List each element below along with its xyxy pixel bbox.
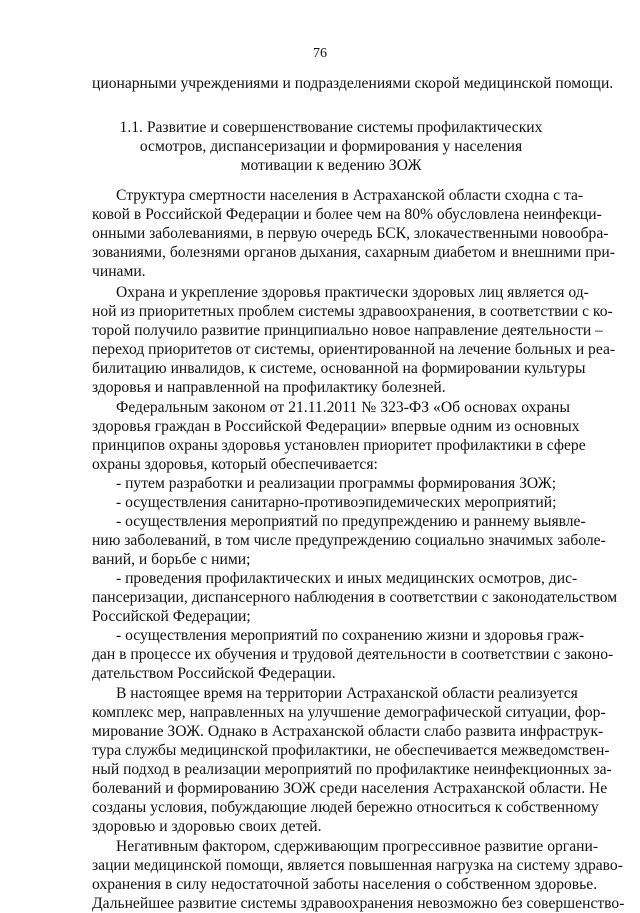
list-item-line: дательством Российской Федерации. bbox=[92, 665, 336, 682]
text-line: Негативным фактором, сдерживающим прогрессивное развитие органи- bbox=[116, 838, 599, 855]
text-line: зованиями, болезнями органов дыхания, сахарным диабетом и внешними при- bbox=[92, 244, 615, 261]
text-line: ной из приоритетных проблем системы здравоохранения, в соответствии с ко- bbox=[92, 303, 613, 320]
list-item-line: - осуществления мероприятий по сохранению жизни и здоровья граж- bbox=[116, 627, 585, 644]
section-heading-line: 1.1. Развитие и совершенствование системы профилактических bbox=[119, 119, 543, 136]
list-item-line: - путем разработки и реализации программы формирования ЗОЖ; bbox=[116, 475, 557, 492]
section-heading-line: мотивации к ведению ЗОЖ bbox=[240, 157, 422, 174]
text-line: болеваний и формированию ЗОЖ среди населения Астраханской области. Не bbox=[92, 780, 608, 797]
text-line: охраны здоровья, который обеспечивается: bbox=[92, 456, 378, 473]
page-number: 76 bbox=[313, 46, 327, 61]
list-item-line: - осуществления мероприятий по предупреждению и раннему выявле- bbox=[116, 513, 586, 530]
list-item-line: - проведения профилактических и иных медицинских осмотров, дис- bbox=[116, 570, 578, 587]
text-line: чинами. bbox=[92, 263, 146, 280]
text-line: билитацию инвалидов, к системе, основанной на формировании культуры bbox=[92, 360, 586, 377]
list-item-line: нию заболеваний, в том числе предупреждению социально значимых заболе- bbox=[92, 532, 606, 549]
text-line: комплекс мер, направленных на улучшение демографической ситуации, фор- bbox=[92, 704, 606, 721]
text-line: принципов охраны здоровья установлен приоритет профилактики в сфере bbox=[92, 437, 586, 454]
text-line: тура службы медицинской профилактики, не обеспечивается межведомствен- bbox=[92, 742, 610, 759]
text-line: В настоящее время на территории Астраханской области реализуется bbox=[116, 685, 578, 702]
section-heading-line: осмотров, диспансеризации и формирования у населения bbox=[139, 138, 523, 155]
list-item-line: Российской Федерации; bbox=[92, 608, 251, 625]
text-line: зации медицинской помощи, является повышенная нагрузка на систему здраво- bbox=[92, 857, 623, 874]
list-item-line: пансеризации, диспансерного наблюдения в соответствии с законодательством bbox=[92, 589, 618, 606]
text-line: здоровья граждан в Российской Федерации» впервые одним из основных bbox=[92, 418, 580, 435]
text-line: здоровья и направленной на профилактику болезней. bbox=[92, 379, 446, 396]
text-line: мирование ЗОЖ. Однако в Астраханской области слабо развита инфраструк- bbox=[92, 723, 604, 740]
list-item-line: ваний, и борьбе с ними; bbox=[92, 551, 251, 568]
text-line: Федеральным законом от 21.11.2011 № 323-ФЗ «Об основах охраны bbox=[116, 399, 570, 416]
text-line: торой получило развитие принципиально новое направление деятельности – bbox=[92, 322, 603, 339]
text-line: онными заболеваниями, в первую очередь БСК, злокачественными новообра- bbox=[92, 225, 609, 242]
text-line: созданы условия, побуждающие людей бережно относиться к собственному bbox=[92, 799, 599, 816]
text-line: Дальнейшее развитие системы здравоохранения невозможно без совершенство- bbox=[92, 895, 625, 912]
text-line: ционарными учреждениями и подразделениями скорой медицинской помощи. bbox=[92, 75, 614, 92]
text-line: ковой в Российской Федерации и более чем на 80% обусловлена неинфекци- bbox=[92, 206, 602, 223]
text-line: Охрана и укрепление здоровья практически здоровых лиц является од- bbox=[116, 284, 589, 301]
text-line: переход приоритетов от системы, ориентированной на лечение больных и реа- bbox=[92, 341, 616, 358]
text-line: Структура смертности населения в Астраханской области сходна с та- bbox=[116, 187, 584, 204]
text-line: здоровью и здоровью своих детей. bbox=[92, 818, 322, 835]
list-item-line: - осуществления санитарно-противоэпидемических мероприятий; bbox=[116, 494, 557, 511]
text-line: ный подход в реализации мероприятий по профилактике неинфекционных за- bbox=[92, 761, 612, 778]
list-item-line: дан в процессе их обучения и трудовой деятельности в соответствии с законо- bbox=[92, 646, 614, 663]
text-line: охранения в силу недостаточной заботы населения о собственном здоровье. bbox=[92, 876, 598, 893]
